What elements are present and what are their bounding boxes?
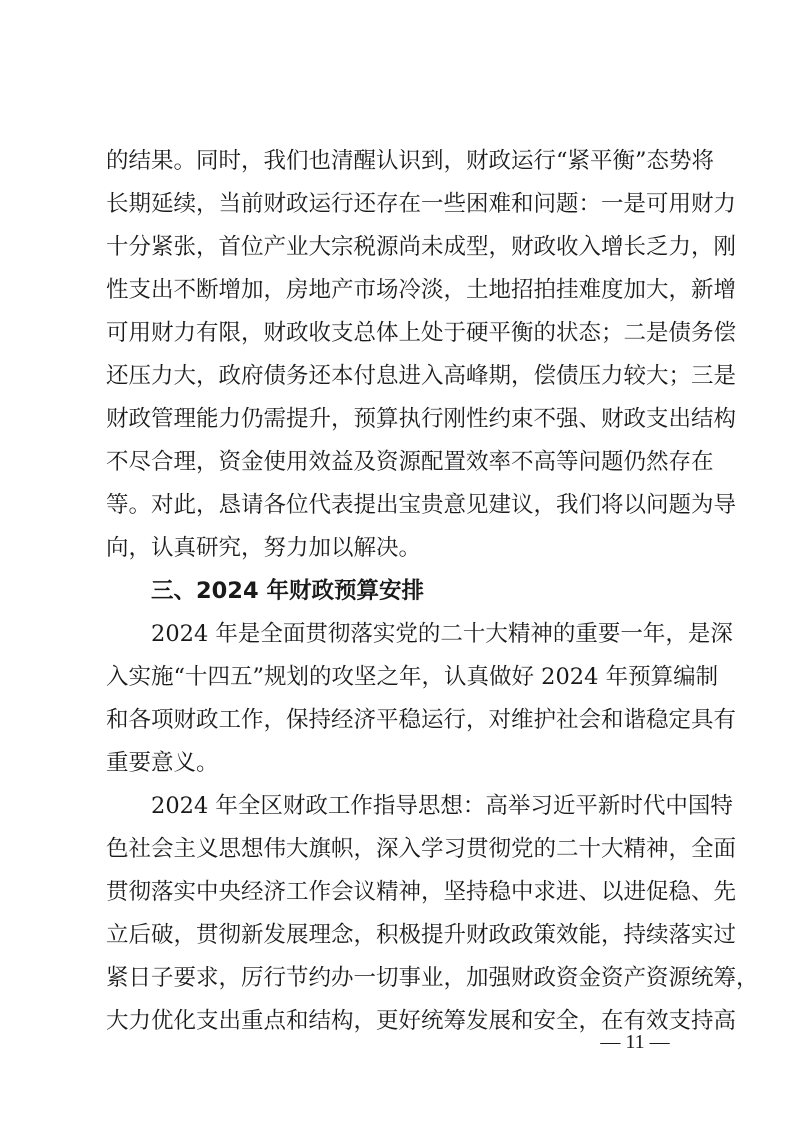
paragraph-line: 还压力大，政府债务还本付息进入高峰期，偿债压力较大；三是 — [106, 363, 737, 389]
paragraph-line: 立后破，贯彻新发展理念，积极提升财政政策效能，持续落实过 — [106, 922, 737, 948]
paragraph-line: 性支出不断增加，房地产市场冷淡，土地招拍挂难度加大，新增 — [106, 277, 737, 303]
paragraph-line: 可用财力有限，财政收支总体上处于硬平衡的状态；二是债务偿 — [106, 320, 737, 346]
paragraph-line: 大力优化支出重点和结构，更好统筹发展和安全，在有效支持高 — [106, 1008, 737, 1034]
paragraph-line: 财政管理能力仍需提升，预算执行刚性约束不强、财政支出结构 — [106, 406, 737, 432]
paragraph-line: 等。对此，恳请各位代表提出宝贵意见建议，我们将以问题为导 — [106, 492, 737, 518]
paragraph-line: 的结果。同时，我们也清醒认识到，财政运行“紧平衡”态势将 — [106, 148, 715, 174]
paragraph-line: 十分紧张，首位产业大宗税源尚未成型，财政收入增长乏力，刚 — [106, 234, 737, 260]
paragraph-line: 和各项财政工作，保持经济平稳运行，对维护社会和谐稳定具有 — [106, 707, 737, 733]
paragraph-line: 紧日子要求，厉行节约办一切事业，加强财政资金资产资源统筹， — [106, 965, 759, 991]
paragraph-line: 入实施“十四五”规划的攻坚之年，认真做好 2024 年预算编制 — [106, 664, 719, 690]
section-heading: 三、2024 年财政预算安排 — [151, 578, 424, 604]
paragraph-line: 色社会主义思想伟大旗帜，深入学习贯彻党的二十大精神，全面 — [106, 836, 737, 862]
page-number: — 11 — — [600, 1031, 670, 1053]
paragraph-line: 2024 年是全面贯彻落实党的二十大精神的重要一年，是深 — [151, 621, 733, 647]
paragraph-line: 长期延续，当前财政运行还存在一些困难和问题：一是可用财力 — [106, 191, 737, 217]
paragraph-line: 重要意义。 — [106, 750, 219, 776]
paragraph-line: 2024 年全区财政工作指导思想：高举习近平新时代中国特 — [151, 793, 733, 819]
paragraph-line: 向，认真研究，努力加以解决。 — [106, 535, 422, 561]
paragraph-line: 贯彻落实中央经济工作会议精神，坚持稳中求进、以进促稳、先 — [106, 879, 737, 905]
paragraph-line: 不尽合理，资金使用效益及资源配置效率不高等问题仍然存在 — [106, 449, 714, 475]
